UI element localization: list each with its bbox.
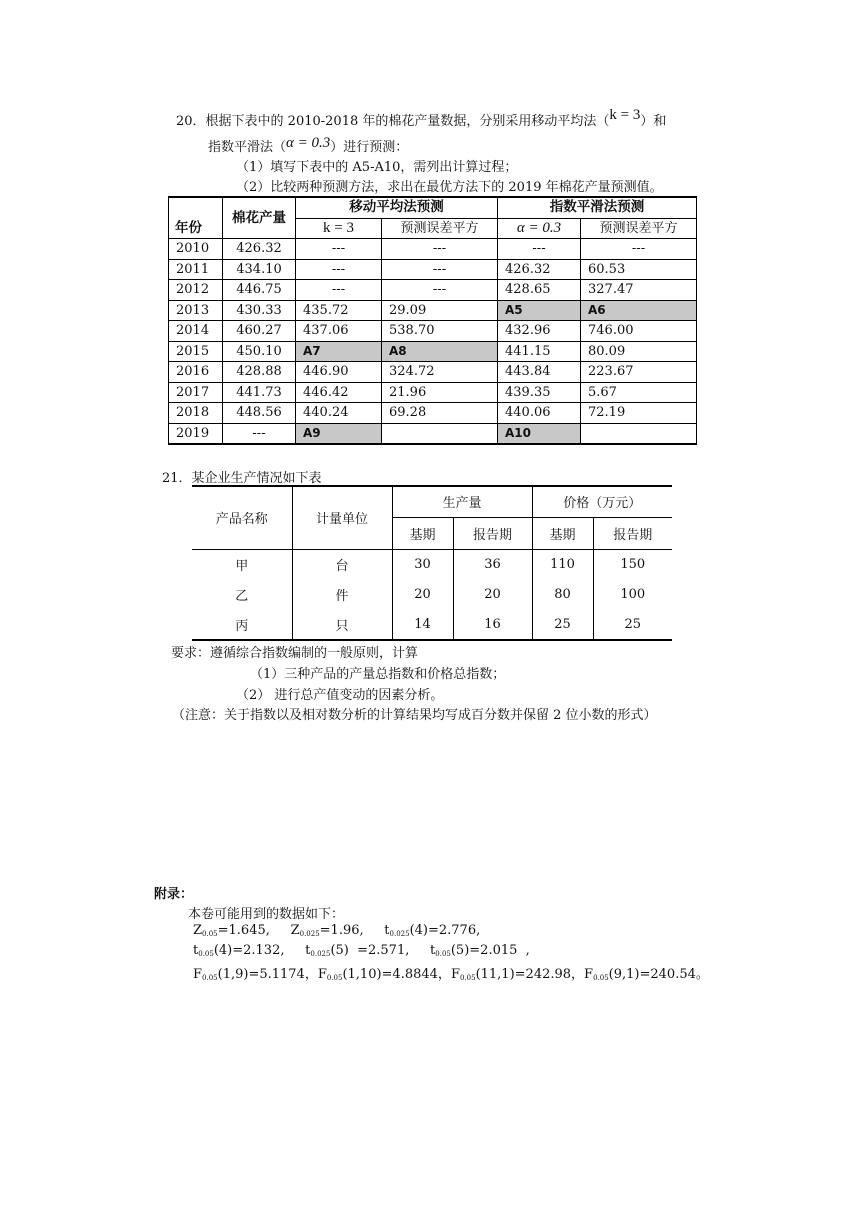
cell-es: 441.15 [498, 341, 581, 362]
cell-ma-error-blank-a8: A8 [382, 341, 498, 362]
cell-q0: 14 [392, 609, 453, 640]
cell-es-error: --- [581, 239, 697, 260]
cell-year: 2019 [169, 423, 223, 444]
cell-es-blank-a10: A10 [498, 423, 581, 444]
cell-ma: 440.24 [296, 403, 382, 424]
cell-ma-error: --- [382, 280, 498, 301]
cell-ma-error: 29.09 [382, 300, 498, 321]
cell-ma-error: 21.96 [382, 382, 498, 403]
production-table [192, 485, 672, 641]
header-qty-base: 基期 [392, 517, 453, 549]
critical-value: $F_{0.05}(9,1)=240.54$。 [584, 967, 709, 982]
q20-intro-line1 [176, 107, 667, 130]
cell-q1: 16 [453, 609, 532, 640]
alpha-equation: α = 0.3 [286, 135, 331, 151]
table-row [169, 259, 697, 280]
critical-value: $t_{0.025}(5) =2.571$, [305, 943, 426, 958]
table-row [169, 403, 697, 424]
q21-requirement: 要求：遵循综合指数编制的一般原则，计算 [171, 646, 419, 661]
cell-ma: 435.72 [296, 300, 382, 321]
header-price-report: 报告期 [593, 517, 672, 549]
cell-year: 2017 [169, 382, 223, 403]
header-moving-average: 移动平均法预测 [296, 197, 498, 218]
q20-task-1: （1）填写下表中的 A5-A10，需列出计算过程； [236, 160, 518, 175]
cell-year: 2013 [169, 300, 223, 321]
cell-unit: 台 [292, 549, 392, 579]
table-row [169, 423, 697, 444]
cell-year: 2011 [169, 259, 223, 280]
appendix-intro: 本卷可能用到的数据如下： [188, 907, 345, 922]
cell-year: 2015 [169, 341, 223, 362]
cell-ma-error: 324.72 [382, 362, 498, 383]
cell-year: 2014 [169, 321, 223, 342]
cell-es: 428.65 [498, 280, 581, 301]
cell-output: 428.88 [223, 362, 296, 383]
cell-q1: 20 [453, 579, 532, 609]
cell-year: 2012 [169, 280, 223, 301]
cell-unit: 只 [292, 609, 392, 640]
q20-intro2-text: 指数平滑法（ [208, 140, 287, 155]
cell-es-error: 60.53 [581, 259, 697, 280]
cell-ma-error: 69.28 [382, 403, 498, 424]
cell-output: 441.73 [223, 382, 296, 403]
cell-es: 439.35 [498, 382, 581, 403]
critical-value: $F_{0.05}(1,9)=5.1174$， [193, 967, 318, 982]
cell-p0: 80 [532, 579, 593, 609]
q20-intro-end: ）和 [640, 114, 667, 129]
table-row [192, 609, 672, 640]
cell-output: 448.56 [223, 403, 296, 424]
cell-ma-blank-a9: A9 [296, 423, 382, 444]
cell-es: 432.96 [498, 321, 581, 342]
cell-output: 460.27 [223, 321, 296, 342]
q20-intro2-end: ）进行预测： [330, 140, 409, 155]
cell-year: 2016 [169, 362, 223, 383]
q21-intro: 21．某企业生产情况如下表 [162, 471, 322, 486]
cell-ma: 446.42 [296, 382, 382, 403]
cell-year: 2018 [169, 403, 223, 424]
critical-value: $F_{0.05}(11,1)=242.98$， [450, 967, 585, 982]
cell-q0: 20 [392, 579, 453, 609]
header-product-name: 产品名称 [192, 486, 292, 549]
cell-es-error-blank-a6: A6 [581, 300, 697, 321]
header-unit: 计量单位 [292, 486, 392, 549]
cell-ma-error: --- [382, 259, 498, 280]
cell-p1: 100 [620, 586, 646, 602]
cell-p1: 25 [593, 609, 672, 640]
header-output: 棉花产量 [223, 197, 296, 239]
table-row [169, 341, 697, 362]
k-equation: k = 3 [609, 107, 641, 123]
cell-ma: --- [296, 239, 382, 260]
cell-output: 434.10 [223, 259, 296, 280]
cell-year: 2010 [169, 239, 223, 260]
cell-ma-error: 538.70 [382, 321, 498, 342]
cell-ma: --- [296, 280, 382, 301]
header-price-base: 基期 [532, 517, 593, 549]
header-alpha: α = 0.3 [498, 218, 581, 239]
cell-es-error: 72.19 [581, 403, 697, 424]
header-es-error: 预测误差平方 [581, 218, 697, 239]
table-row [169, 362, 697, 383]
q21-requirement-1: （1）三种产品的产量总指数和价格总指数； [250, 667, 506, 682]
cell-p0: 110 [532, 549, 593, 579]
cell-ma-error [382, 423, 498, 444]
table-row [192, 549, 672, 579]
q21-requirement-2: （2） 进行总产值变动的因素分析。 [236, 688, 444, 703]
header-exp-smoothing: 指数平滑法预测 [498, 197, 697, 218]
cell-es-error: 80.09 [581, 341, 697, 362]
q20-task-2: （2）比较两种预测方法，求出在最优方法下的 2019 年棉花产量预测值。 [236, 180, 663, 195]
table-row [169, 280, 697, 301]
appendix-line-2 [193, 943, 530, 958]
header-price: 价格（万元） [532, 486, 672, 517]
appendix-line-1 [193, 923, 480, 938]
cell-p1: 150 [620, 556, 646, 572]
critical-value: $Z_{0.05}=1.645$, [193, 923, 287, 938]
cell-product: 甲 [192, 549, 292, 579]
q20-intro-line2 [208, 136, 408, 156]
cell-es: 443.84 [498, 362, 581, 383]
appendix-line-3 [193, 963, 709, 982]
critical-value: $t_{0.025}(4)=2.776$, [384, 923, 481, 938]
cell-es: --- [498, 239, 581, 260]
cell-es: 440.06 [498, 403, 581, 424]
appendix-title: 附录： [154, 887, 194, 902]
cell-es-blank-a5: A5 [498, 300, 581, 321]
table-row [169, 321, 697, 342]
cell-output: 430.33 [223, 300, 296, 321]
cell-output: 426.32 [223, 239, 296, 260]
critical-value: $t_{0.05}(4)=2.132$, [193, 943, 302, 958]
critical-value: $Z_{0.025}=1.96$, [290, 923, 381, 938]
cell-product: 丙 [192, 609, 292, 640]
critical-value: $t_{0.05}(5)=2.015$ , [430, 943, 530, 958]
header-quantity: 生产量 [392, 486, 532, 517]
header-qty-report: 报告期 [453, 517, 532, 549]
table-row [169, 382, 697, 403]
table-row [169, 300, 697, 321]
cell-es-error [581, 423, 697, 444]
cell-p0: 25 [532, 609, 593, 640]
header-ma-error: 预测误差平方 [382, 218, 498, 239]
cell-ma: 446.90 [296, 362, 382, 383]
header-year: 年份 [169, 197, 223, 239]
q21-note: （注意：关于指数以及相对数分析的计算结果均写成百分数并保留 2 位小数的形式） [172, 708, 657, 723]
cell-ma-blank-a7: A7 [296, 341, 382, 362]
cell-ma: 437.06 [296, 321, 382, 342]
header-k: k = 3 [296, 218, 382, 239]
table-row [169, 239, 697, 260]
cell-ma: --- [296, 259, 382, 280]
cell-es-error: 327.47 [581, 280, 697, 301]
table-row [192, 579, 672, 609]
cell-output: 450.10 [223, 341, 296, 362]
cell-ma-error: --- [382, 239, 498, 260]
cell-es-error: 223.67 [581, 362, 697, 383]
cell-es-error: 5.67 [581, 382, 697, 403]
cell-unit: 件 [292, 579, 392, 609]
cell-q1: 36 [453, 549, 532, 579]
cell-output: --- [223, 423, 296, 444]
cell-es: 426.32 [498, 259, 581, 280]
critical-value: $F_{0.05}(1,10)=4.8844$， [317, 967, 451, 982]
cell-product: 乙 [192, 579, 292, 609]
cotton-forecast-table [168, 196, 697, 445]
q20-intro-text: 20．根据下表中的 2010-2018 年的棉花产量数据，分别采用移动平均法（ [176, 114, 610, 129]
cell-output: 446.75 [223, 280, 296, 301]
cell-es-error: 746.00 [581, 321, 697, 342]
cell-q0: 30 [392, 549, 453, 579]
